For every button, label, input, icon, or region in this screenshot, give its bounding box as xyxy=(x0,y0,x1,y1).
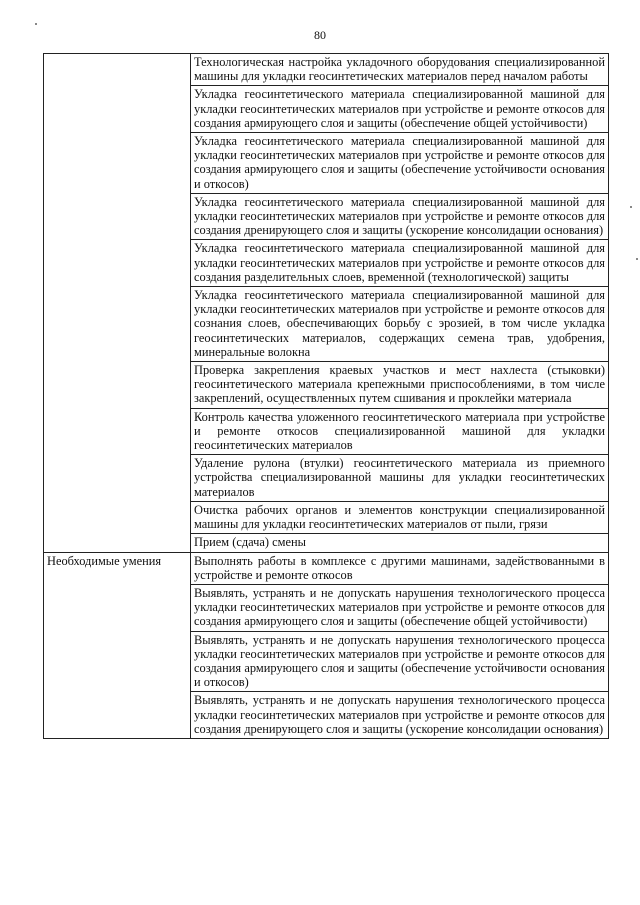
table-cell-item: Выявлять, устранять и не допускать нарушения технологического процесса укладки геосинтетических материалов при устройстве и ремонте откосов для создания армирующего слоя и защиты (обеспечение устойчивости основания и откосов) xyxy=(191,631,609,692)
table-cell-item: Прием (сдача) смены xyxy=(191,534,609,552)
scan-speck xyxy=(636,258,638,260)
section-label-cell: Необходимые умения xyxy=(44,552,191,738)
table-cell-item: Укладка геосинтетического материала специализированной машиной для укладки геосинтетических материалов при устройстве и ремонте откосов для создания разделительных слоев, временной (технологической) защиты xyxy=(191,240,609,287)
table-cell-item: Выполнять работы в комплексе с другими машинами, задействованными в устройстве и ремонте откосов xyxy=(191,552,609,584)
table-cell-item: Укладка геосинтетического материала специализированной машиной для укладки геосинтетических материалов при устройстве и ремонте откосов для создания дренирующего слоя и защиты (ускорение консолидации основания) xyxy=(191,193,609,240)
table-cell-item: Укладка геосинтетического материала специализированной машиной для укладки геосинтетических материалов при устройстве и ремонте откосов для создания армирующего слоя и защиты (обеспечение устойчивости основания и откосов) xyxy=(191,133,609,194)
requirements-table xyxy=(43,53,609,739)
section-label-cell xyxy=(44,54,191,553)
table-cell-item: Укладка геосинтетического материала специализированной машиной для укладки геосинтетических материалов при устройстве и ремонте откосов для сознания слоев, обеспечивающих борьбу с эрозией, в том числе укладка геосинтетических материалов, содержащих семена трав, удобрения, минеральные волокна xyxy=(191,287,609,362)
page-number: 80 xyxy=(314,28,326,42)
table-cell-item: Технологическая настройка укладочного оборудования специализированной машины для укладки геосинтетических материалов перед началом работы xyxy=(191,54,609,86)
scan-speck xyxy=(35,23,37,25)
table-cell-item: Очистка рабочих органов и элементов конструкции специализированной машины для укладки геосинтетических материалов от пыли, грязи xyxy=(191,501,609,533)
table-cell-item: Укладка геосинтетического материала специализированной машиной для укладки геосинтетических материалов при устройстве и ремонте откосов для создания армирующего слоя и защиты (обеспечение общей устойчивости) xyxy=(191,86,609,133)
table-cell-item: Проверка закрепления краевых участков и мест нахлеста (стыковки) геосинтетического материала крепежными приспособлениями, в том числе закреплений, осуществленных путем сшивания и проклейки материала xyxy=(191,362,609,409)
table-cell-item: Удаление рулона (втулки) геосинтетического материала из приемного устройства специализированной машины для укладки геосинтетических материалов xyxy=(191,455,609,502)
scan-speck xyxy=(630,206,632,208)
table-cell-item: Выявлять, устранять и не допускать нарушения технологического процесса укладки геосинтетических материалов при устройстве и ремонте откосов для создания дренирующего слоя и защиты (ускорение консолидации основания) xyxy=(191,692,609,739)
table-row xyxy=(44,54,609,86)
table-cell-item: Выявлять, устранять и не допускать нарушения технологического процесса укладки геосинтетических материалов при устройстве и ремонте откосов для создания армирующего слоя и защиты (обеспечение общей устойчивости) xyxy=(191,584,609,631)
table-cell-item: Контроль качества уложенного геосинтетического материала при устройстве и ремонте откосов специализированной машиной для укладки геосинтетических материалов xyxy=(191,408,609,455)
table-row xyxy=(44,552,609,584)
